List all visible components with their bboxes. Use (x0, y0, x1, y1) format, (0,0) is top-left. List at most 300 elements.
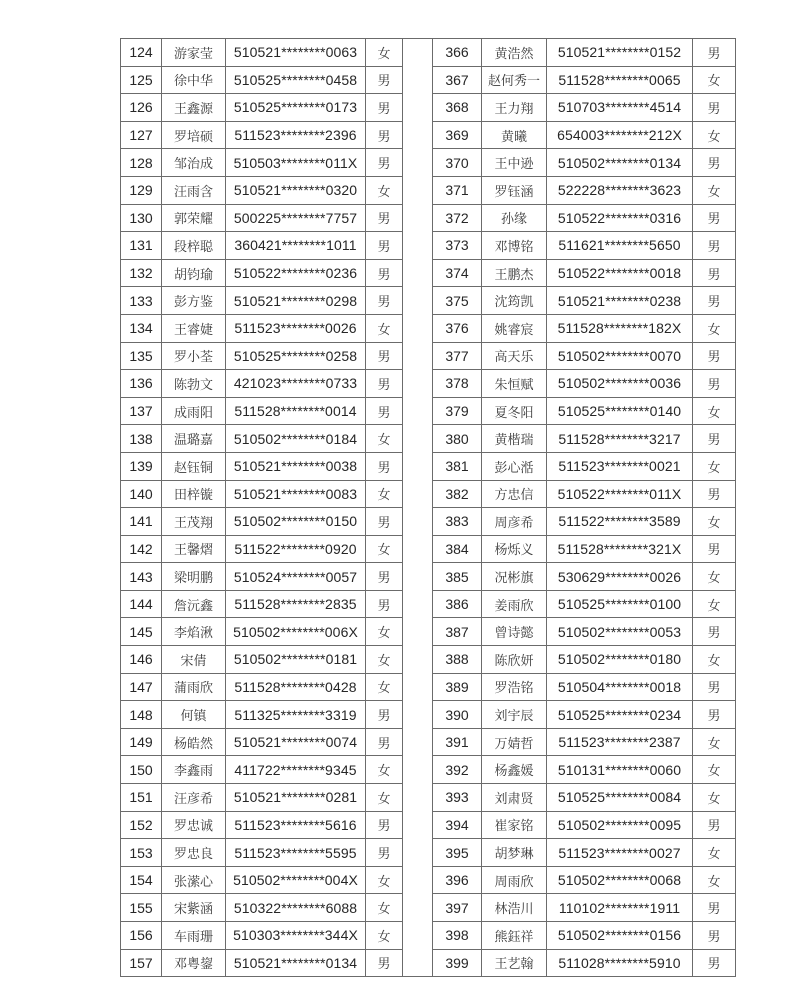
column-gap (403, 866, 433, 894)
right-gender: 男 (693, 287, 736, 315)
left-row-number: 141 (121, 508, 162, 536)
column-gap (403, 508, 433, 536)
right-student-name: 林浩川 (482, 894, 547, 922)
right-gender: 男 (693, 149, 736, 177)
right-id-number: 510502********0070 (547, 342, 693, 370)
left-row-number: 156 (121, 922, 162, 950)
column-gap (403, 590, 433, 618)
right-student-name: 万婧哲 (482, 728, 547, 756)
right-row-number: 395 (433, 839, 482, 867)
table-row (121, 839, 736, 867)
right-student-name: 夏冬阳 (482, 397, 547, 425)
right-row-number: 382 (433, 480, 482, 508)
left-id-number: 510503********011X (226, 149, 366, 177)
left-row-number: 157 (121, 949, 162, 977)
right-student-name: 高天乐 (482, 342, 547, 370)
column-gap (403, 176, 433, 204)
left-id-number: 510525********0173 (226, 94, 366, 122)
column-gap (403, 701, 433, 729)
right-id-number: 510502********0068 (547, 866, 693, 894)
left-id-number: 511528********0014 (226, 397, 366, 425)
table-row (121, 204, 736, 232)
left-student-name: 宋紫涵 (162, 894, 226, 922)
left-student-name: 赵钰铜 (162, 452, 226, 480)
table-row (121, 480, 736, 508)
left-gender: 男 (366, 342, 403, 370)
left-row-number: 131 (121, 232, 162, 260)
column-gap (403, 66, 433, 94)
right-gender: 男 (693, 922, 736, 950)
right-student-name: 黄浩然 (482, 39, 547, 67)
left-gender: 女 (366, 922, 403, 950)
right-id-number: 510521********0238 (547, 287, 693, 315)
right-id-number: 654003********212X (547, 121, 693, 149)
right-student-name: 罗钰涵 (482, 176, 547, 204)
right-student-name: 王力翔 (482, 94, 547, 122)
right-row-number: 388 (433, 646, 482, 674)
left-id-number: 500225********7757 (226, 204, 366, 232)
right-row-number: 396 (433, 866, 482, 894)
right-row-number: 368 (433, 94, 482, 122)
right-row-number: 367 (433, 66, 482, 94)
left-gender: 男 (366, 839, 403, 867)
right-gender: 男 (693, 370, 736, 398)
right-id-number: 511028********5910 (547, 949, 693, 977)
right-gender: 男 (693, 949, 736, 977)
table-row (121, 397, 736, 425)
column-gap (403, 452, 433, 480)
table-row (121, 425, 736, 453)
left-student-name: 李鑫雨 (162, 756, 226, 784)
right-row-number: 384 (433, 535, 482, 563)
right-row-number: 381 (433, 452, 482, 480)
right-row-number: 383 (433, 508, 482, 536)
left-id-number: 510522********0236 (226, 259, 366, 287)
right-id-number: 510521********0152 (547, 39, 693, 67)
table-row (121, 370, 736, 398)
right-student-name: 罗浩铭 (482, 673, 547, 701)
left-row-number: 154 (121, 866, 162, 894)
left-student-name: 杨皓然 (162, 728, 226, 756)
right-row-number: 389 (433, 673, 482, 701)
right-row-number: 391 (433, 728, 482, 756)
right-student-name: 周雨欣 (482, 866, 547, 894)
right-row-number: 377 (433, 342, 482, 370)
left-student-name: 张潆心 (162, 866, 226, 894)
left-student-name: 王鑫源 (162, 94, 226, 122)
right-gender: 男 (693, 204, 736, 232)
right-gender: 女 (693, 66, 736, 94)
left-row-number: 124 (121, 39, 162, 67)
table-row (121, 259, 736, 287)
left-row-number: 128 (121, 149, 162, 177)
left-student-name: 彭方鉴 (162, 287, 226, 315)
left-row-number: 135 (121, 342, 162, 370)
column-gap (403, 425, 433, 453)
left-gender: 男 (366, 287, 403, 315)
column-gap (403, 259, 433, 287)
left-student-name: 郭荣耀 (162, 204, 226, 232)
left-student-name: 罗忠良 (162, 839, 226, 867)
left-gender: 男 (366, 204, 403, 232)
left-row-number: 130 (121, 204, 162, 232)
left-id-number: 510322********6088 (226, 894, 366, 922)
left-row-number: 147 (121, 673, 162, 701)
right-id-number: 510131********0060 (547, 756, 693, 784)
left-row-number: 136 (121, 370, 162, 398)
right-id-number: 510522********011X (547, 480, 693, 508)
column-gap (403, 949, 433, 977)
left-student-name: 段梓聪 (162, 232, 226, 260)
left-gender: 女 (366, 673, 403, 701)
right-row-number: 376 (433, 314, 482, 342)
left-id-number: 510521********0063 (226, 39, 366, 67)
table-row (121, 673, 736, 701)
right-id-number: 510502********0134 (547, 149, 693, 177)
left-row-number: 151 (121, 784, 162, 812)
right-student-name: 刘肃贤 (482, 784, 547, 812)
right-id-number: 510502********0036 (547, 370, 693, 398)
table-row (121, 287, 736, 315)
left-id-number: 510521********0074 (226, 728, 366, 756)
column-gap (403, 728, 433, 756)
left-gender: 女 (366, 480, 403, 508)
column-gap (403, 314, 433, 342)
right-id-number: 510525********0234 (547, 701, 693, 729)
left-id-number: 510521********0298 (226, 287, 366, 315)
left-id-number: 510525********0258 (226, 342, 366, 370)
right-id-number: 510522********0316 (547, 204, 693, 232)
right-student-name: 况彬旗 (482, 563, 547, 591)
right-id-number: 511523********0027 (547, 839, 693, 867)
column-gap (403, 563, 433, 591)
left-student-name: 何镇 (162, 701, 226, 729)
left-row-number: 149 (121, 728, 162, 756)
table-row (121, 811, 736, 839)
right-gender: 男 (693, 425, 736, 453)
right-student-name: 姚睿宸 (482, 314, 547, 342)
column-gap (403, 342, 433, 370)
left-id-number: 511528********0428 (226, 673, 366, 701)
right-row-number: 397 (433, 894, 482, 922)
left-gender: 男 (366, 949, 403, 977)
right-gender: 女 (693, 176, 736, 204)
left-gender: 男 (366, 563, 403, 591)
right-row-number: 392 (433, 756, 482, 784)
table-row (121, 314, 736, 342)
right-gender: 女 (693, 397, 736, 425)
left-gender: 女 (366, 784, 403, 812)
right-gender: 女 (693, 646, 736, 674)
right-row-number: 387 (433, 618, 482, 646)
right-student-name: 周彦希 (482, 508, 547, 536)
table-row (121, 756, 736, 784)
left-row-number: 133 (121, 287, 162, 315)
left-student-name: 王茂翔 (162, 508, 226, 536)
right-id-number: 510525********0140 (547, 397, 693, 425)
left-student-name: 游家莹 (162, 39, 226, 67)
right-row-number: 373 (433, 232, 482, 260)
table-row (121, 342, 736, 370)
left-id-number: 510502********006X (226, 618, 366, 646)
right-row-number: 393 (433, 784, 482, 812)
left-student-name: 温璐嘉 (162, 425, 226, 453)
right-gender: 男 (693, 894, 736, 922)
right-id-number: 511522********3589 (547, 508, 693, 536)
right-gender: 女 (693, 756, 736, 784)
right-student-name: 彭心湉 (482, 452, 547, 480)
column-gap (403, 370, 433, 398)
right-gender: 女 (693, 590, 736, 618)
column-gap (403, 646, 433, 674)
left-id-number: 510521********0038 (226, 452, 366, 480)
left-id-number: 411722********9345 (226, 756, 366, 784)
table-row (121, 922, 736, 950)
table-row (121, 176, 736, 204)
left-gender: 男 (366, 590, 403, 618)
left-gender: 女 (366, 756, 403, 784)
left-gender: 女 (366, 39, 403, 67)
left-id-number: 511523********0026 (226, 314, 366, 342)
right-gender: 男 (693, 618, 736, 646)
left-row-number: 148 (121, 701, 162, 729)
right-gender: 女 (693, 784, 736, 812)
right-row-number: 398 (433, 922, 482, 950)
right-student-name: 姜雨欣 (482, 590, 547, 618)
right-gender: 男 (693, 811, 736, 839)
column-gap (403, 397, 433, 425)
left-id-number: 511325********3319 (226, 701, 366, 729)
right-gender: 男 (693, 259, 736, 287)
right-gender: 男 (693, 94, 736, 122)
left-gender: 男 (366, 149, 403, 177)
left-gender: 男 (366, 259, 403, 287)
column-gap (403, 894, 433, 922)
column-gap (403, 204, 433, 232)
left-student-name: 王睿婕 (162, 314, 226, 342)
right-row-number: 386 (433, 590, 482, 618)
right-id-number: 511621********5650 (547, 232, 693, 260)
column-gap (403, 922, 433, 950)
right-id-number: 510502********0180 (547, 646, 693, 674)
right-student-name: 黄曦 (482, 121, 547, 149)
table-row (121, 590, 736, 618)
left-student-name: 邹治成 (162, 149, 226, 177)
left-id-number: 511523********2396 (226, 121, 366, 149)
right-id-number: 511528********0065 (547, 66, 693, 94)
left-row-number: 145 (121, 618, 162, 646)
left-row-number: 138 (121, 425, 162, 453)
left-student-name: 宋倩 (162, 646, 226, 674)
column-gap (403, 480, 433, 508)
left-gender: 男 (366, 701, 403, 729)
right-id-number: 511523********0021 (547, 452, 693, 480)
left-row-number: 155 (121, 894, 162, 922)
left-row-number: 139 (121, 452, 162, 480)
table-row (121, 701, 736, 729)
left-id-number: 510525********0458 (226, 66, 366, 94)
left-gender: 男 (366, 121, 403, 149)
right-gender: 男 (693, 701, 736, 729)
right-row-number: 375 (433, 287, 482, 315)
table-row (121, 39, 736, 67)
right-student-name: 崔家铭 (482, 811, 547, 839)
right-student-name: 朱恒赋 (482, 370, 547, 398)
left-gender: 女 (366, 618, 403, 646)
right-id-number: 110102********1911 (547, 894, 693, 922)
left-id-number: 360421********1011 (226, 232, 366, 260)
left-row-number: 144 (121, 590, 162, 618)
table-row (121, 866, 736, 894)
left-id-number: 511523********5616 (226, 811, 366, 839)
right-student-name: 王中逊 (482, 149, 547, 177)
left-student-name: 王馨熠 (162, 535, 226, 563)
left-gender: 女 (366, 866, 403, 894)
right-gender: 男 (693, 232, 736, 260)
left-id-number: 510502********0181 (226, 646, 366, 674)
right-gender: 男 (693, 39, 736, 67)
left-student-name: 詹沅鑫 (162, 590, 226, 618)
right-id-number: 511528********321X (547, 535, 693, 563)
right-row-number: 369 (433, 121, 482, 149)
right-student-name: 王艺翰 (482, 949, 547, 977)
roster-table (120, 38, 736, 977)
left-gender: 男 (366, 66, 403, 94)
table-row (121, 949, 736, 977)
right-row-number: 371 (433, 176, 482, 204)
right-row-number: 378 (433, 370, 482, 398)
right-id-number: 511528********3217 (547, 425, 693, 453)
column-gap (403, 839, 433, 867)
table-row (121, 563, 736, 591)
right-gender: 女 (693, 121, 736, 149)
left-id-number: 511523********5595 (226, 839, 366, 867)
right-student-name: 邓博铭 (482, 232, 547, 260)
left-gender: 女 (366, 314, 403, 342)
left-gender: 男 (366, 508, 403, 536)
left-student-name: 田梓镟 (162, 480, 226, 508)
column-gap (403, 39, 433, 67)
right-id-number: 510504********0018 (547, 673, 693, 701)
right-student-name: 陈欣妍 (482, 646, 547, 674)
left-student-name: 陈勃文 (162, 370, 226, 398)
left-gender: 女 (366, 894, 403, 922)
left-row-number: 143 (121, 563, 162, 591)
left-id-number: 510524********0057 (226, 563, 366, 591)
right-id-number: 510525********0084 (547, 784, 693, 812)
right-student-name: 沈筠凯 (482, 287, 547, 315)
right-row-number: 374 (433, 259, 482, 287)
table-row (121, 784, 736, 812)
roster-sheet (120, 38, 736, 977)
column-gap (403, 618, 433, 646)
left-student-name: 蒲雨欣 (162, 673, 226, 701)
right-id-number: 522228********3623 (547, 176, 693, 204)
left-row-number: 142 (121, 535, 162, 563)
left-id-number: 511522********0920 (226, 535, 366, 563)
table-row (121, 66, 736, 94)
right-row-number: 399 (433, 949, 482, 977)
column-gap (403, 811, 433, 839)
right-student-name: 方忠信 (482, 480, 547, 508)
left-student-name: 成雨阳 (162, 397, 226, 425)
column-gap (403, 287, 433, 315)
left-row-number: 127 (121, 121, 162, 149)
right-row-number: 372 (433, 204, 482, 232)
table-row (121, 452, 736, 480)
column-gap (403, 756, 433, 784)
right-id-number: 510502********0156 (547, 922, 693, 950)
left-gender: 男 (366, 370, 403, 398)
right-id-number: 510525********0100 (547, 590, 693, 618)
left-gender: 男 (366, 94, 403, 122)
left-gender: 男 (366, 728, 403, 756)
left-student-name: 罗培硕 (162, 121, 226, 149)
left-student-name: 罗小荃 (162, 342, 226, 370)
column-gap (403, 784, 433, 812)
left-row-number: 134 (121, 314, 162, 342)
left-student-name: 邓粤鋆 (162, 949, 226, 977)
right-row-number: 394 (433, 811, 482, 839)
column-gap (403, 94, 433, 122)
table-row (121, 535, 736, 563)
left-row-number: 132 (121, 259, 162, 287)
left-id-number: 510502********004X (226, 866, 366, 894)
table-row (121, 728, 736, 756)
left-id-number: 421023********0733 (226, 370, 366, 398)
left-id-number: 510521********0281 (226, 784, 366, 812)
right-student-name: 曾诗懿 (482, 618, 547, 646)
left-row-number: 153 (121, 839, 162, 867)
right-gender: 女 (693, 866, 736, 894)
table-row (121, 894, 736, 922)
left-id-number: 510521********0083 (226, 480, 366, 508)
left-row-number: 137 (121, 397, 162, 425)
left-row-number: 129 (121, 176, 162, 204)
left-id-number: 510303********344X (226, 922, 366, 950)
left-id-number: 510502********0150 (226, 508, 366, 536)
left-id-number: 510521********0320 (226, 176, 366, 204)
column-gap (403, 121, 433, 149)
right-student-name: 熊鈺祥 (482, 922, 547, 950)
table-row (121, 149, 736, 177)
left-id-number: 511528********2835 (226, 590, 366, 618)
left-gender: 女 (366, 535, 403, 563)
left-student-name: 汪雨含 (162, 176, 226, 204)
left-student-name: 罗忠诚 (162, 811, 226, 839)
left-gender: 女 (366, 425, 403, 453)
left-id-number: 510502********0184 (226, 425, 366, 453)
left-gender: 男 (366, 811, 403, 839)
right-id-number: 510502********0053 (547, 618, 693, 646)
left-student-name: 车雨珊 (162, 922, 226, 950)
right-student-name: 赵何秀一 (482, 66, 547, 94)
right-gender: 女 (693, 314, 736, 342)
right-id-number: 510522********0018 (547, 259, 693, 287)
left-row-number: 140 (121, 480, 162, 508)
roster-body (121, 39, 736, 977)
left-gender: 男 (366, 232, 403, 260)
column-gap (403, 232, 433, 260)
left-student-name: 李焰湫 (162, 618, 226, 646)
right-student-name: 杨鑫媛 (482, 756, 547, 784)
right-row-number: 379 (433, 397, 482, 425)
right-gender: 男 (693, 673, 736, 701)
right-gender: 男 (693, 342, 736, 370)
right-id-number: 510703********4514 (547, 94, 693, 122)
left-student-name: 汪彦希 (162, 784, 226, 812)
left-gender: 男 (366, 397, 403, 425)
